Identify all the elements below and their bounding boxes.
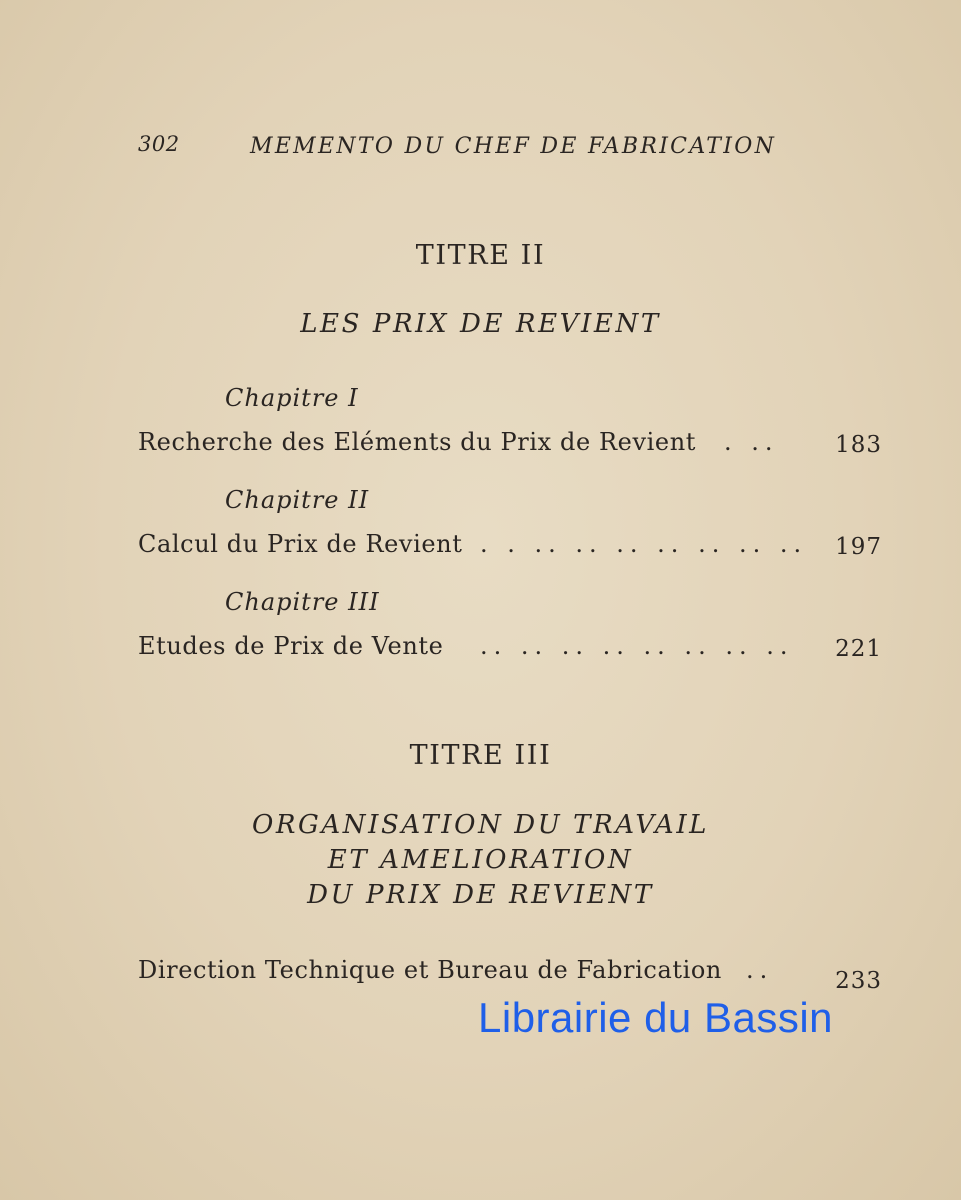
toc-leaders: .. .. .. .. .. .. .. ..: [480, 632, 794, 660]
running-head: [0, 132, 961, 166]
toc-page-number: 221: [835, 636, 882, 662]
toc-entry: [138, 530, 890, 566]
toc-entry-text: Recherche des Eléments du Prix de Revient: [138, 428, 697, 456]
titre-iii-subtitle-line: ET AMELIORATION: [327, 845, 634, 875]
running-title: MEMENTO DU CHEF DE FABRICATION: [250, 134, 777, 159]
toc-leaders: . ..: [724, 428, 779, 456]
titre-ii-subtitle: LES PRIX DE REVIENT: [300, 309, 661, 339]
toc-entry-text: Direction Technique et Bureau de Fabrication: [138, 956, 722, 984]
toc-page-number: 233: [835, 968, 882, 994]
toc-leaders: ..: [746, 956, 774, 984]
chapter-label: Chapitre III: [225, 588, 380, 616]
page-number: 302: [138, 132, 180, 156]
chapter-label: Chapitre II: [225, 486, 370, 514]
toc-entry: [138, 428, 890, 464]
toc-entry-text: Etudes de Prix de Vente: [138, 632, 444, 660]
chapter-label: Chapitre I: [225, 384, 359, 412]
titre-iii-subtitle-line: DU PRIX DE REVIENT: [307, 880, 654, 910]
toc-page-number: 183: [835, 432, 882, 458]
toc-page-number: 197: [835, 534, 882, 560]
toc-entry: [138, 632, 890, 668]
toc-leaders: . . .. .. .. .. .. .. ..: [480, 530, 808, 558]
watermark-text: Librairie du Bassin: [478, 994, 834, 1041]
toc-entry: [138, 956, 890, 992]
toc-entry-text: Calcul du Prix de Revient: [138, 530, 463, 558]
titre-iii-heading: TITRE III: [409, 740, 552, 771]
titre-iii-subtitle-line: ORGANISATION DU TRAVAIL: [251, 810, 710, 840]
titre-ii-heading: TITRE II: [415, 240, 546, 271]
